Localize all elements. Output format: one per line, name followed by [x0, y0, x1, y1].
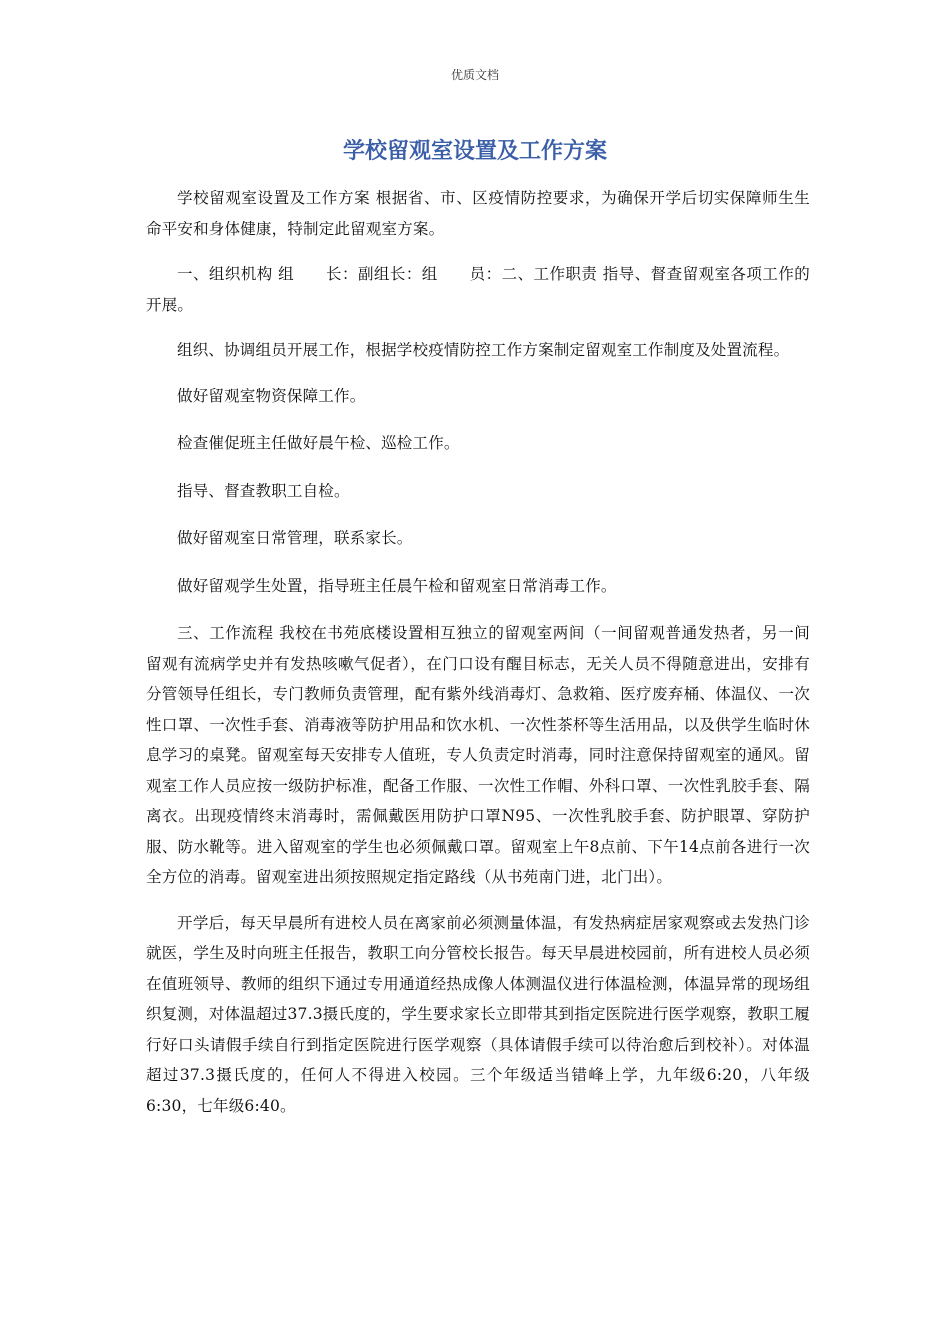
paragraph-intro: 学校留观室设置及工作方案 根据省、市、区疫情防控要求，为确保开学后切实保障师生生命平安和身体健康，特制定此留观室方案。 [146, 189, 810, 238]
paragraph-duty-selfcheck: 指导、督查教职工自检。 [177, 481, 350, 500]
paragraph-organization: 一、组织机构 组 长：副组长：组 员：二、工作职责 指导、督查留观室各项工作的开展。 [146, 265, 810, 314]
paragraph-duty-supplies: 做好留观室物资保障工作。 [177, 386, 366, 405]
paragraph-duty-inspection: 检查催促班主任做好晨午检、巡检工作。 [177, 434, 460, 452]
paragraph-daily-check: 开学后，每天早晨所有进校人员在离家前必须测量体温，有发热病症居家观察或去发热门诊就医，学生及时向班主任报告，教职工向分管校长报告。每天早晨进校园前，所有进校人员必须在值班领导、教师的组织下通过专用通道经热成像人体测温仪进行体温检测，体温异常的现场组织复测，对体温超过37.3摄氏度的，学生要求家长立即带其到指定医院进行医学观察，教职工履行好口头请假手续自行到指定医院进行医学观察（具体请假手续可以待治愈后到校补）。对体温超过37.3摄氏度的，任何人不得进入校园。三个年级适当错峰上学，九年级6:20，八年级6:30，七年级6:40。 [146, 913, 810, 1115]
paragraph-workflow: 三、工作流程 我校在书苑底楼设置相互独立的留观室两间（一间留观普通发热者，另一间留观有流病学史并有发热咳嗽气促者），在门口设有醒目标志，无关人员不得随意进出，安排有分管领导任组长，专门教师负责管理，配有紫外线消毒灯、急救箱、医疗废弃桶、体温仪、一次性口罩、一次性手套、消毒液等防护用品和饮水机、一次性茶杯等生活用品，以及供学生临时休息学习的桌凳。留观室每天安排专人值班，专人负责定时消毒，同时注意保持留观室的通风。留观室工作人员应按一级防护标准，配备工作服、一次性工作帽、外科口罩、一次性乳胶手套、隔离衣。出现疫情终末消毒时，需佩戴医用防护口罩N95、一次性乳胶手套、防护眼罩、穿防护服、防水靴等。进入留观室的学生也必须佩戴口罩。留观室上午8点前、下午14点前各进行一次全方位的消毒。留观室进出须按照规定指定路线（从书苑南门进，北门出）。 [146, 624, 810, 886]
document-title: 学校留观室设置及工作方案 [342, 139, 607, 164]
paragraph-duty-handling: 做好留观学生处置，指导班主任晨午检和留观室日常消毒工作。 [177, 576, 617, 595]
paragraph-duty-coordinate: 组织、协调组员开展工作，根据学校疫情防控工作方案制定留观室工作制度及处置流程。 [177, 341, 790, 359]
page-header: 优质文档 [450, 68, 499, 82]
document-body [146, 183, 810, 1121]
paragraph-duty-management: 做好留观室日常管理，联系家长。 [177, 529, 413, 547]
